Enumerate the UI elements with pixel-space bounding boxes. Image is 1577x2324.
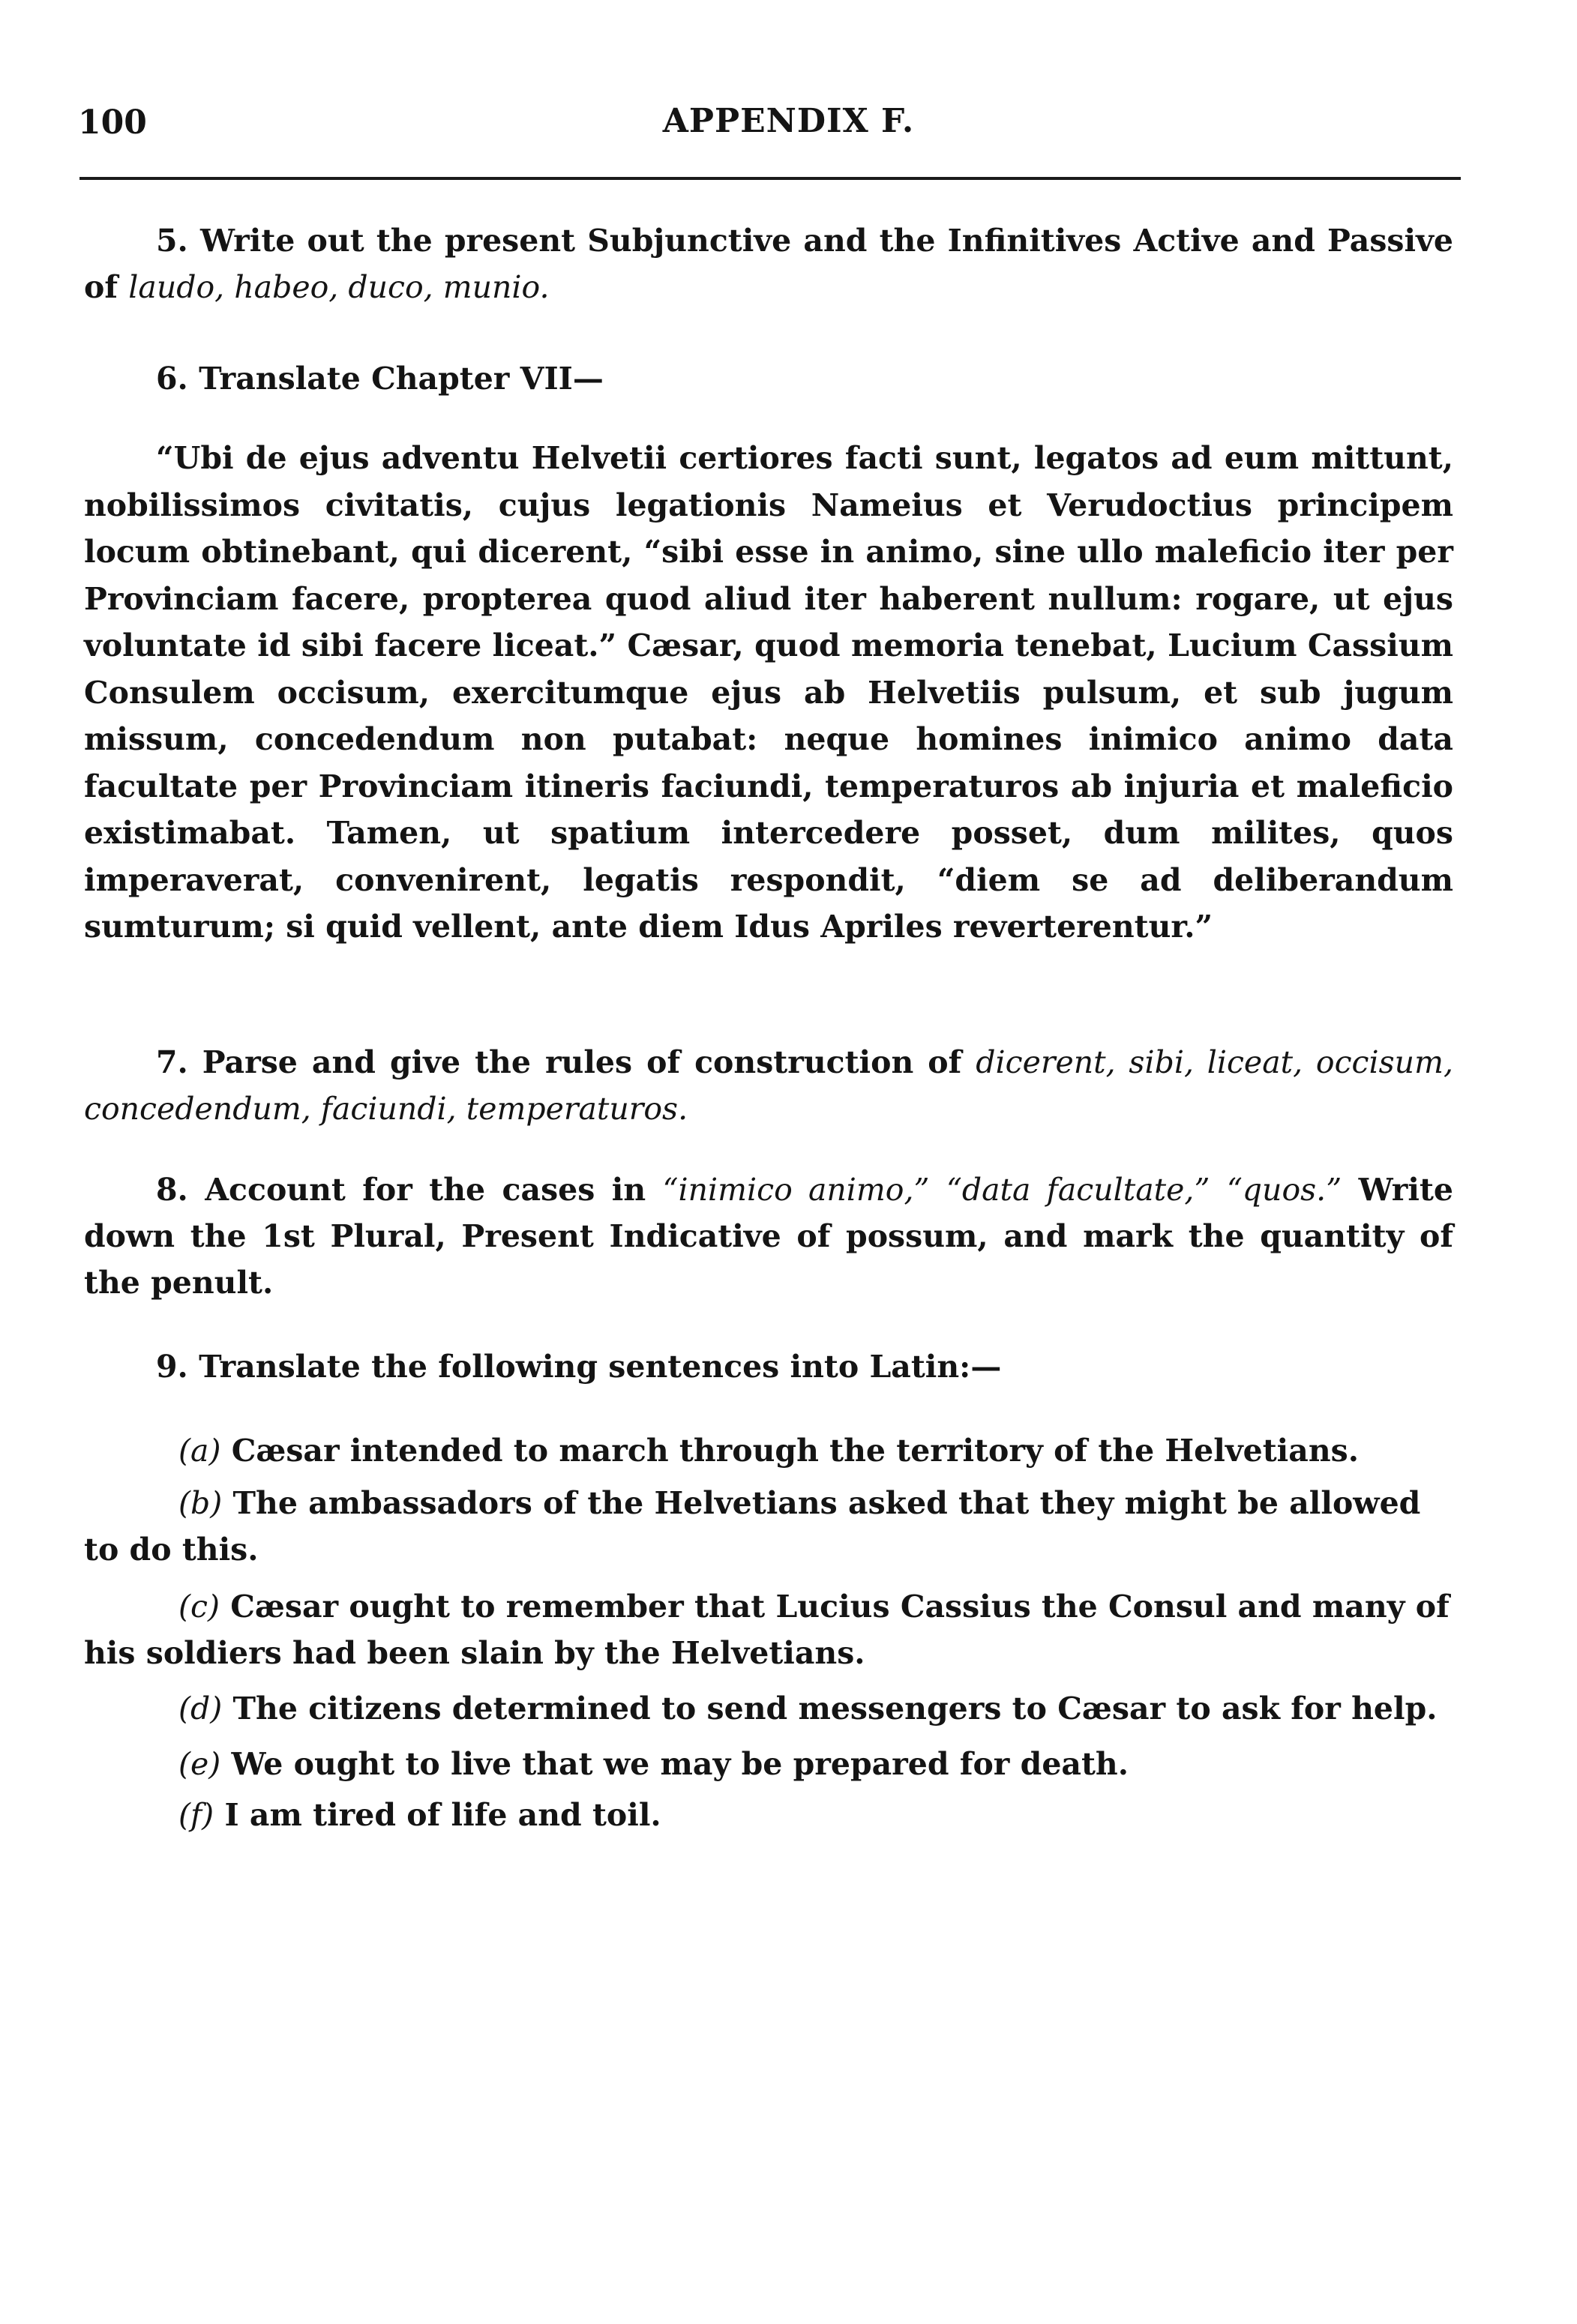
sentence-a-label: (a) <box>178 1433 221 1469</box>
question-7 <box>84 1039 1453 1132</box>
page-title: APPENDIX F. <box>662 102 915 140</box>
sentence-d-text: The citizens determined to send messengers to Cæsar to ask for help. <box>232 1691 1438 1727</box>
sentence-b-label: (b) <box>178 1485 223 1521</box>
sentence-a-text: Cæsar intended to march through the territory of the Helvetians. <box>231 1433 1359 1469</box>
sentence-d <box>84 1685 1453 1732</box>
sentence-f-text: I am tired of life and toil. <box>224 1797 661 1833</box>
question-8 <box>84 1166 1453 1306</box>
question-8-word-3: “quos.” <box>1226 1172 1342 1208</box>
sentence-e <box>84 1741 1453 1787</box>
header-rule <box>79 177 1461 180</box>
sentence-a <box>84 1427 1453 1474</box>
sentence-e-text: We ought to live that we may be prepared for death. <box>231 1746 1129 1782</box>
question-8-word-2: “data facultate,” <box>946 1172 1210 1208</box>
sentence-e-label: (e) <box>178 1746 221 1782</box>
latin-passage: “Ubi de ejus adventu Helvetii certiores facti sunt, legatos ad eum mittunt, nobilissimos civitatis, cujus legationis Nameius et Verudoctius principem locum obtinebant, qui dicerent, “sibi esse in animo, sine ullo maleficio iter per Provinciam facere, propterea quod aliud iter haberent nullum: rogare, ut ejus voluntate id sibi facere liceat.” Cæsar, quod memoria tenebat, Lucium Cassium Consulem occisum, exercitumque ejus ab Helvetiis pulsum, et sub jugum missum, concedendum non putabat: neque homines inimico animo data facultate per Provinciam itineris faciundi, temperaturos ab injuria et maleficio existimabat. Tamen, ut spatium intercedere posset, dum milites, quos imperaverat, convenirent, legatis respondit, “diem se ad deliberandum sumturum; si quid vellent, ante diem Idus Apriles reverterentur.” <box>84 440 1453 945</box>
question-7-text: 7. Parse and give the rules of construction of <box>156 1044 976 1080</box>
question-5-text: 5. Write out the present Subjunctive and the Infinitives Active and Passive of <box>84 223 1453 305</box>
question-5-words: laudo, habeo, duco, munio. <box>128 269 550 305</box>
sentence-b <box>84 1480 1453 1573</box>
question-6: 6. Translate Chapter VII— <box>156 361 604 397</box>
sentence-d-label: (d) <box>178 1691 223 1727</box>
question-7-words: dicerent, sibi, liceat, occisum, concedendum, faciundi, temperaturos. <box>84 1044 1453 1127</box>
sentence-b-text: The ambassadors of the Helvetians asked that they might be allowed to do this. <box>84 1485 1421 1568</box>
sentence-c-label: (c) <box>178 1589 220 1625</box>
sentence-c <box>84 1583 1453 1676</box>
question-9: 9. Translate the following sentences into Latin:— <box>156 1349 1002 1385</box>
question-8-rest: Write down the 1st Plural, Present Indicative of possum, and mark the quantity of the penult. <box>84 1172 1453 1301</box>
sentence-c-text: Cæsar ought to remember that Lucius Cassius the Consul and many of his soldiers had been slain by the Helvetians. <box>84 1589 1450 1671</box>
question-5 <box>84 217 1453 310</box>
sentence-f <box>84 1792 1453 1838</box>
question-8-lead: 8. Account for the cases in <box>156 1172 663 1208</box>
page-number: 100 <box>78 103 147 142</box>
sentence-f-label: (f) <box>178 1797 214 1833</box>
question-8-word-1: “inimico animo,” <box>662 1172 930 1208</box>
